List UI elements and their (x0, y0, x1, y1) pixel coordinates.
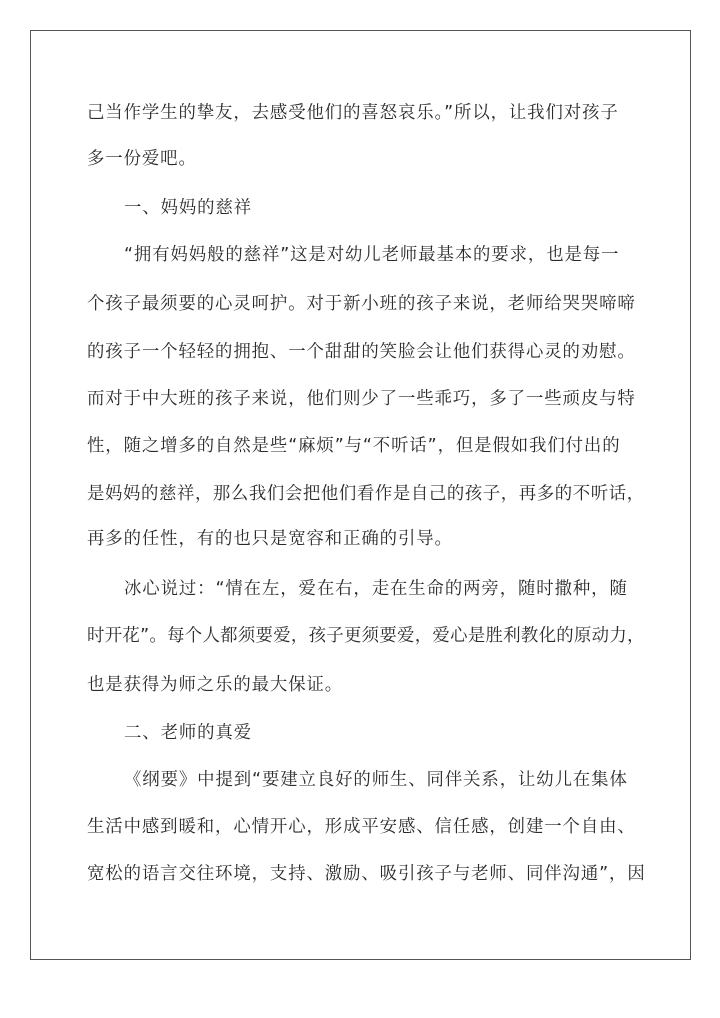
text-line: “拥有妈妈般的慈祥”这是对幼儿老师最基本的要求，也是每一 (124, 245, 620, 265)
text-line: 己当作学生的挚友，去感受他们的喜怒哀乐。”所以，让我们对孩子 (87, 103, 619, 123)
text-line: 冰心说过：“情在左，爱在右，走在生命的两旁，随时撒种，随 (124, 579, 628, 599)
text-line: 是妈妈的慈祥，那么我们会把他们看作是自己的孩子，再多的不听话， (87, 484, 645, 504)
text-line: 个孩子最须要的心灵呵护。对于新小班的孩子来说，老师给哭哭啼啼 (87, 294, 636, 314)
text-line: 的孩子一个轻轻的拥抱、一个甜甜的笑脸会让他们获得心灵的劝慰。 (87, 342, 636, 362)
text-line: 生活中感到暖和，心情开心，形成平安感、信任感，创建一个自由、 (87, 817, 636, 837)
text-line: 而对于中大班的孩子来说，他们则少了一些乖巧，多了一些顽皮与特 (87, 389, 636, 409)
section-heading: 一、妈妈的慈祥 (124, 198, 253, 218)
text-line: 再多的任性，有的也只是宽容和正确的引导。 (87, 529, 453, 549)
text-line: 时开花”。每个人都须要爱，孩子更须要爱，爱心是胜利教化的原动力， (87, 626, 645, 646)
text-line: 性，随之增多的自然是些“麻烦”与“不听话”，但是假如我们付出的 (87, 436, 621, 456)
section-heading: 二、老师的真爱 (124, 723, 253, 743)
text-line: 多一份爱吧。 (87, 149, 197, 169)
text-line: 宽松的语言交往环境，支持、激励、吸引孩子与老师、同伴沟通”，因 (87, 864, 646, 884)
text-line: 《纲要》中提到“要建立良好的师生、同伴关系，让幼儿在集体 (124, 770, 628, 790)
text-line: 也是获得为师之乐的最大保证。 (87, 675, 344, 695)
